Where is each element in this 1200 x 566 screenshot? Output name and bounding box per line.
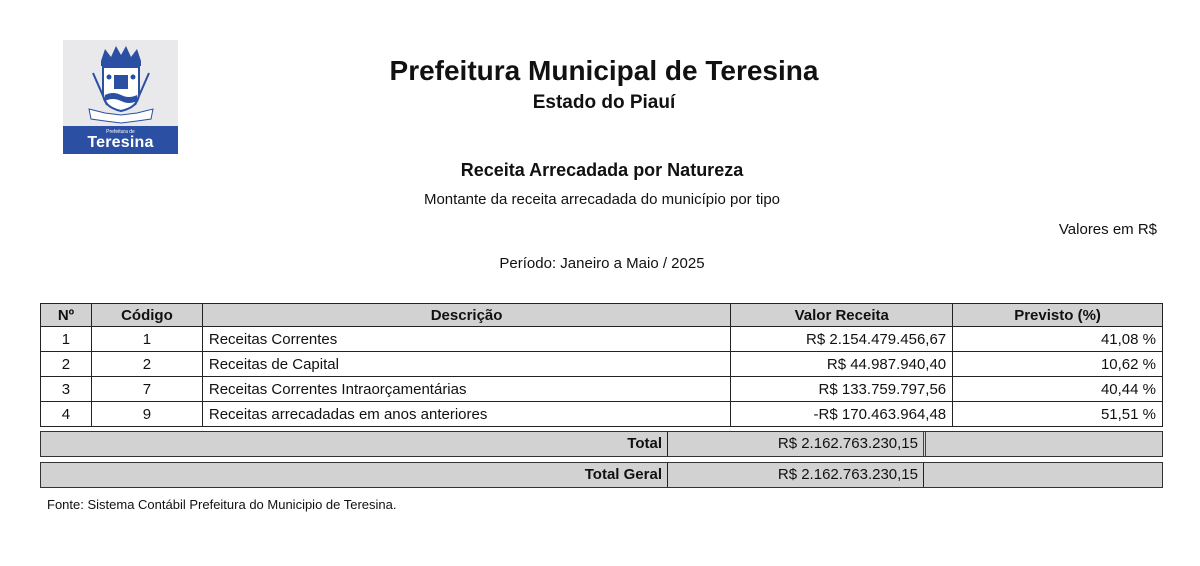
column-header-value: Valor Receita (731, 304, 953, 327)
cell-description: Receitas Correntes (202, 327, 730, 352)
cell-description: Receitas Correntes Intraorçamentárias (202, 377, 730, 402)
cell-forecast: 10,62 % (953, 352, 1163, 377)
column-header-code: Código (91, 304, 202, 327)
cell-description: Receitas arrecadadas em anos anteriores (202, 402, 730, 427)
table-row (41, 402, 1163, 427)
cell-number: 1 (41, 327, 92, 352)
cell-description: Receitas de Capital (202, 352, 730, 377)
cell-value: -R$ 170.463.964,48 (731, 402, 953, 427)
page-subtitle: Estado do Piauí (532, 92, 676, 113)
page-title: Prefeitura Municipal de Teresina (389, 55, 819, 86)
cell-value: R$ 2.154.479.456,67 (731, 327, 953, 352)
report-title: Receita Arrecadada por Natureza (460, 160, 744, 180)
cell-code: 1 (91, 327, 202, 352)
total-geral-label: Total Geral (41, 463, 668, 487)
logo-banner (63, 126, 178, 154)
total-row (40, 431, 1163, 457)
cell-number: 3 (41, 377, 92, 402)
cell-forecast: 41,08 % (953, 327, 1163, 352)
total-empty-cell (923, 432, 1162, 456)
cell-code: 9 (91, 402, 202, 427)
total-label: Total (41, 432, 668, 456)
table-row (41, 377, 1163, 402)
cell-number: 4 (41, 402, 92, 427)
cell-code: 7 (91, 377, 202, 402)
total-geral-empty-cell (923, 463, 1162, 487)
period-label: Período: Janeiro a Maio / 2025 (499, 255, 705, 272)
logo-banner-small-text: Prefeitura de (106, 129, 135, 135)
cell-value: R$ 133.759.797,56 (731, 377, 953, 402)
column-header-number: Nº (41, 304, 92, 327)
source-note: Fonte: Sistema Contábil Prefeitura do Municipio de Teresina. (47, 497, 397, 512)
revenue-table (40, 303, 1163, 427)
total-geral-row (40, 462, 1163, 488)
column-header-forecast: Previsto (%) (953, 304, 1163, 327)
cell-number: 2 (41, 352, 92, 377)
cell-forecast: 40,44 % (953, 377, 1163, 402)
table-row (41, 327, 1163, 352)
total-geral-value: R$ 2.162.763.230,15 (777, 466, 918, 483)
cell-value: R$ 44.987.940,40 (731, 352, 953, 377)
table-header-row (41, 304, 1163, 327)
table-row (41, 352, 1163, 377)
units-label: Valores em R$ (1058, 221, 1157, 238)
cell-forecast: 51,51 % (953, 402, 1163, 427)
report-description: Montante da receita arrecadada do município por tipo (423, 191, 781, 208)
column-header-description: Descrição (202, 304, 730, 327)
cell-code: 2 (91, 352, 202, 377)
logo-banner-text: Teresina (87, 134, 154, 151)
total-value: R$ 2.162.763.230,15 (777, 435, 918, 452)
